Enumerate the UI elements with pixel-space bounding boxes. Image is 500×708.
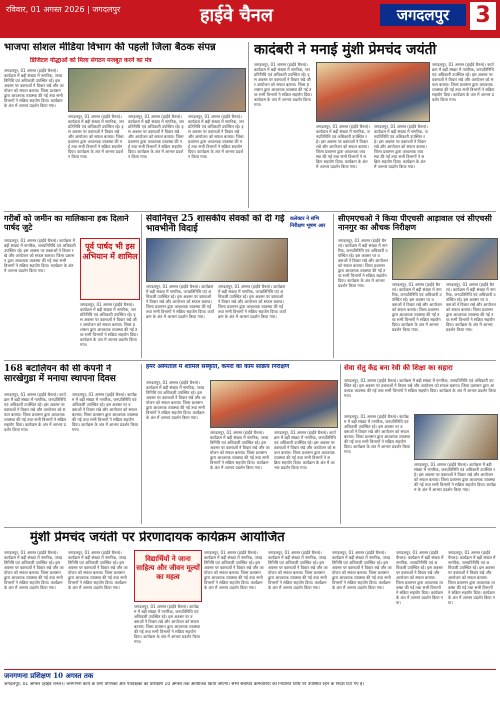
story-9-text-col-2: जगदलपुर, 01 अगस्त (हाईवे चैनल)। कार्यक्रम में बड़ी संख्या में नागरिक, जनप्रतिनिधि एवं अधिकारी उपस्थित रहे। इस अवसर पर वक्ताओं ने विचार रखे और आयोजन को सफल बताया। जिला प्रशासन द्वारा आवश्यक व्यवस्था की गई तथा सभी विभागों ने सक्रिय सहयोग दिया। कार्यक्रम के अंत में आभार प्रदर्शन किया गया।	[68, 550, 128, 590]
row-divider	[4, 527, 496, 528]
story-10-headline: जनगणना प्रशिक्षण 10 अगस्त तक	[4, 672, 94, 680]
story-3-box-title: पूर्व पार्षद भी इस अभियान में शामिल	[82, 242, 138, 262]
masthead	[0, 0, 500, 38]
story-1-photo	[68, 68, 246, 112]
story-9-text-col-4: जगदलपुर, 01 अगस्त (हाईवे चैनल)। कार्यक्रम में बड़ी संख्या में नागरिक, जनप्रतिनिधि एवं अधिकारी उपस्थित रहे। इस अवसर पर वक्ताओं ने विचार रखे और आयोजन को सफल बताया। जिला प्रशासन द्वारा आवश्यक व्यवस्था की गई तथा सभी विभागों ने सक्रिय सहयोग दिया। कार्यक्रम के अंत में आभार प्रदर्शन किया गया।	[204, 550, 264, 590]
story-1-headline: भाजपा सोशल मीडिया विभाग की पहली जिला बैठक संपन्न	[4, 42, 216, 53]
row-divider	[4, 211, 496, 212]
issue-date: रविवार, 01 अगस्त 2026 | जगदलपुर	[6, 5, 121, 14]
story-9-headline: मुंशी प्रेमचंद जयंती पर प्रेरणादायक कार्यक्रम आयोजित	[30, 531, 285, 545]
story-5-text-col-2: जगदलपुर, 01 अगस्त (हाईवे चैनल)। कार्यक्रम में बड़ी संख्या में नागरिक, जनप्रतिनिधि एवं अधिकारी उपस्थित रहे। इस अवसर पर वक्ताओं ने विचार रखे और आयोजन को सफल बताया। जिला प्रशासन द्वारा आवश्यक व्यवस्था की गई तथा सभी विभागों ने सक्रिय सहयोग दिया। कार्यक्रम के अंत में आभार प्रदर्शन किया गया।	[392, 282, 442, 332]
story-2-photo	[316, 62, 430, 122]
page-number: 3	[470, 2, 496, 30]
story-7-text-col-1: जगदलपुर, 01 अगस्त (हाईवे चैनल)। कार्यक्रम में बड़ी संख्या में नागरिक, जनप्रतिनिधि एवं अधिकारी उपस्थित रहे। इस अवसर पर वक्ताओं ने विचार रखे और आयोजन को सफल बताया। जिला प्रशासन द्वारा आवश्यक व्यवस्था की गई तथा सभी विभागों ने सक्रिय सहयोग दिया। कार्यक्रम के अंत में आभार प्रदर्शन किया गया।	[146, 380, 206, 420]
story-5-photo	[392, 238, 498, 280]
story-8-text-col-1: जगदलपुर, 01 अगस्त (हाईवे चैनल)। कार्यक्रम में बड़ी संख्या में नागरिक, जनप्रतिनिधि एवं अधिकारी उपस्थित रहे। इस अवसर पर वक्ताओं ने विचार रखे और आयोजन को सफल बताया। जिला प्रशासन द्वारा आवश्यक व्यवस्था की गई तथा सभी विभागों ने सक्रिय सहयोग दिया। कार्यक्रम के अंत में आभार प्रदर्शन किया गया।	[344, 414, 410, 454]
story-6-text-col-1: जगदलपुर, 01 अगस्त (हाईवे चैनल)। कार्यक्रम में बड़ी संख्या में नागरिक, जनप्रतिनिधि एवं अधिकारी उपस्थित रहे। इस अवसर पर वक्ताओं ने विचार रखे और आयोजन को सफल बताया। जिला प्रशासन द्वारा आवश्यक व्यवस्था की गई तथा सभी विभागों ने सक्रिय सहयोग दिया। कार्यक्रम के अंत में आभार प्रदर्शन किया गया।	[4, 392, 67, 432]
story-5-headline: सीएमएचओ ने किया पीएचसी आड़ावाल एवं सीएचसी नानगुर का औचक निरीक्षण	[338, 214, 492, 233]
story-9-text-col-6: जगदलपुर, 01 अगस्त (हाईवे चैनल)। कार्यक्रम में बड़ी संख्या में नागरिक, जनप्रतिनिधि एवं अधिकारी उपस्थित रहे। इस अवसर पर वक्ताओं ने विचार रखे और आयोजन को सफल बताया। जिला प्रशासन द्वारा आवश्यक व्यवस्था की गई तथा सभी विभागों ने सक्रिय सहयोग दिया। कार्यक्रम के अंत में आभार प्रदर्शन किया गया।	[332, 550, 392, 590]
story-4-headline: सेवानिवृत्त 25 शासकीय सेवकों को दी गई भावभीनी विदाई	[146, 214, 285, 235]
story-9-subhead: विद्यार्थियों ने जाना साहित्य और जीवन मूल्यों का महत्व	[136, 555, 200, 582]
story-3-text-col-1: जगदलपुर, 01 अगस्त (हाईवे चैनल)। कार्यक्रम में बड़ी संख्या में नागरिक, जनप्रतिनिधि एवं अधिकारी उपस्थित रहे। इस अवसर पर वक्ताओं ने विचार रखे और आयोजन को सफल बताया। जिला प्रशासन द्वारा आवश्यक व्यवस्था की गई तथा सभी विभागों ने सक्रिय सहयोग दिया। कार्यक्रम के अंत में आभार प्रदर्शन किया गया।	[4, 238, 76, 273]
story-6-headline: 168 बटालियन की सी कंपनी ने सारखेगुडा में मनाया स्थापना दिवस	[4, 364, 116, 385]
story-6-text-col-2: जगदलपुर, 01 अगस्त (हाईवे चैनल)। कार्यक्रम में बड़ी संख्या में नागरिक, जनप्रतिनिधि एवं अधिकारी उपस्थित रहे। इस अवसर पर वक्ताओं ने विचार रखे और आयोजन को सफल बताया। जिला प्रशासन द्वारा आवश्यक व्यवस्था की गई तथा सभी विभागों ने सक्रिय सहयोग दिया। कार्यक्रम के अंत में आभार प्रदर्शन किया गया।	[72, 392, 138, 432]
story-8-intro-text: जगदलपुर, 01 अगस्त (हाईवे चैनल)। कार्यक्रम में बड़ी संख्या में नागरिक, जनप्रतिनिधि एवं अधिकारी उपस्थित रहे। इस अवसर पर वक्ताओं ने विचार रखे और आयोजन को सफल बताया। जिला प्रशासन द्वारा आवश्यक व्यवस्था की गई तथा सभी विभागों ने सक्रिय सहयोग दिया। कार्यक्रम के अंत में आभार प्रदर्शन किया गया।	[344, 378, 496, 398]
story-2-text-col-4: जगदलपुर, 01 अगस्त (हाईवे चैनल)। कार्यक्रम में बड़ी संख्या में नागरिक, जनप्रतिनिधि एवं अधिकारी उपस्थित रहे। इस अवसर पर वक्ताओं ने विचार रखे और आयोजन को सफल बताया। जिला प्रशासन द्वारा आवश्यक व्यवस्था की गई तथा सभी विभागों ने सक्रिय सहयोग दिया। कार्यक्रम के अंत में आभार प्रदर्शन किया गया।	[432, 62, 495, 102]
story-7-photo	[210, 380, 338, 428]
story-9-text-col-5: जगदलपुर, 01 अगस्त (हाईवे चैनल)। कार्यक्रम में बड़ी संख्या में नागरिक, जनप्रतिनिधि एवं अधिकारी उपस्थित रहे। इस अवसर पर वक्ताओं ने विचार रखे और आयोजन को सफल बताया। जिला प्रशासन द्वारा आवश्यक व्यवस्था की गई तथा सभी विभागों ने सक्रिय सहयोग दिया। कार्यक्रम के अंत में आभार प्रदर्शन किया गया।	[268, 550, 328, 590]
story-1-text-col-2: जगदलपुर, 01 अगस्त (हाईवे चैनल)। कार्यक्रम में बड़ी संख्या में नागरिक, जनप्रतिनिधि एवं अधिकारी उपस्थित रहे। इस अवसर पर वक्ताओं ने विचार रखे और आयोजन को सफल बताया। जिला प्रशासन द्वारा आवश्यक व्यवस्था की गई तथा सभी विभागों ने सक्रिय सहयोग दिया। कार्यक्रम के अंत में आभार प्रदर्शन किया गया।	[68, 114, 124, 159]
story-4-photo	[146, 238, 288, 282]
story-8-text-col-2: जगदलपुर, 01 अगस्त (हाईवे चैनल)। कार्यक्रम में बड़ी संख्या में नागरिक, जनप्रतिनिधि एवं अधिकारी उपस्थित रहे। इस अवसर पर वक्ताओं ने विचार रखे और आयोजन को सफल बताया। जिला प्रशासन द्वारा आवश्यक व्यवस्था की गई तथा सभी विभागों ने सक्रिय सहयोग दिया। कार्यक्रम के अंत में आभार प्रदर्शन किया गया।	[414, 462, 496, 492]
column-divider	[333, 214, 334, 358]
story-10-text: जगदलपुर, 01 अगस्त (हाईवे चैनल)। जनगणना कार्य के लिए प्रगणकों और पर्यवेक्षकों का प्रशिक्षण 10 अगस्त तक आयोजित किया जाएगा। सभी संबंधित कर्मचारियों को निर्धारित तिथि पर उपस्थित रहने के निर्देश दिए गए हैं।	[4, 682, 365, 687]
story-9-text-col-7: जगदलपुर, 01 अगस्त (हाईवे चैनल)। कार्यक्रम में बड़ी संख्या में नागरिक, जनप्रतिनिधि एवं अधिकारी उपस्थित रहे। इस अवसर पर वक्ताओं ने विचार रखे और आयोजन को सफल बताया। जिला प्रशासन द्वारा आवश्यक व्यवस्था की गई तथा सभी विभागों ने सक्रिय सहयोग दिया। कार्यक्रम के अंत में आभार प्रदर्शन किया गया।	[396, 550, 444, 605]
story-9-quote-box	[134, 550, 202, 602]
story-3-headline: गरीबों को जमीन का मालिकाना हक दिलाने पार्षद जुटे	[4, 214, 129, 233]
story-2-text-col-2: जगदलपुर, 01 अगस्त (हाईवे चैनल)। कार्यक्रम में बड़ी संख्या में नागरिक, जनप्रतिनिधि एवं अधिकारी उपस्थित रहे। इस अवसर पर वक्ताओं ने विचार रखे और आयोजन को सफल बताया। जिला प्रशासन द्वारा आवश्यक व्यवस्था की गई तथा सभी विभागों ने सक्रिय सहयोग दिया। कार्यक्रम के अंत में आभार प्रदर्शन किया गया।	[316, 124, 370, 169]
story-2-text-col-3: जगदलपुर, 01 अगस्त (हाईवे चैनल)। कार्यक्रम में बड़ी संख्या में नागरिक, जनप्रतिनिधि एवं अधिकारी उपस्थित रहे। इस अवसर पर वक्ताओं ने विचार रखे और आयोजन को सफल बताया। जिला प्रशासन द्वारा आवश्यक व्यवस्था की गई तथा सभी विभागों ने सक्रिय सहयोग दिया। कार्यक्रम के अंत में आभार प्रदर्शन किया गया।	[374, 124, 428, 169]
newspaper-logo: हाईवे चैनल	[200, 5, 273, 26]
story-2-text-col-1: जगदलपुर, 01 अगस्त (हाईवे चैनल)। कार्यक्रम में बड़ी संख्या में नागरिक, जनप्रतिनिधि एवं अधिकारी उपस्थित रहे। इस अवसर पर वक्ताओं ने विचार रखे और आयोजन को सफल बताया। जिला प्रशासन द्वारा आवश्यक व्यवस्था की गई तथा सभी विभागों ने सक्रिय सहयोग दिया। कार्यक्रम के अंत में आभार प्रदर्शन किया गया।	[254, 62, 312, 107]
column-divider	[141, 214, 142, 358]
story-3-text-col-2: जगदलपुर, 01 अगस्त (हाईवे चैनल)। कार्यक्रम में बड़ी संख्या में नागरिक, जनप्रतिनिधि एवं अधिकारी उपस्थित रहे। इस अवसर पर वक्ताओं ने विचार रखे और आयोजन को सफल बताया। जिला प्रशासन द्वारा आवश्यक व्यवस्था की गई तथा सभी विभागों ने सक्रिय सहयोग दिया। कार्यक्रम के अंत में आभार प्रदर्शन किया गया।	[80, 302, 138, 347]
column-divider	[141, 364, 142, 524]
story-1-subhead: डिजिटल योद्धाओं को मिला संगठन मजबूत करने का मंत्र	[30, 57, 152, 64]
story-4-text-col-2: जगदलपुर, 01 अगस्त (हाईवे चैनल)। कार्यक्रम में बड़ी संख्या में नागरिक, जनप्रतिनिधि एवं अधिकारी उपस्थित रहे। इस अवसर पर वक्ताओं ने विचार रखे और आयोजन को सफल बताया। जिला प्रशासन द्वारा आवश्यक व्यवस्था की गई तथा सभी विभागों ने सक्रिय सहयोग दिया। कार्यक्रम के अंत में आभार प्रदर्शन किया गया।	[218, 284, 286, 319]
story-1-text-col-3: जगदलपुर, 01 अगस्त (हाईवे चैनल)। कार्यक्रम में बड़ी संख्या में नागरिक, जनप्रतिनिधि एवं अधिकारी उपस्थित रहे। इस अवसर पर वक्ताओं ने विचार रखे और आयोजन को सफल बताया। जिला प्रशासन द्वारा आवश्यक व्यवस्था की गई तथा सभी विभागों ने सक्रिय सहयोग दिया। कार्यक्रम के अंत में आभार प्रदर्शन किया गया।	[128, 114, 184, 159]
story-2-headline: कादंबरी ने मनाई मुंशी प्रेमचंद जयंती	[254, 42, 437, 58]
story-4-byline: कलेक्टर ने संभि निरीक्षण भूषण आर	[290, 216, 326, 229]
row-divider	[4, 360, 496, 361]
story-7-text-col-2: जगदलपुर, 01 अगस्त (हाईवे चैनल)। कार्यक्रम में बड़ी संख्या में नागरिक, जनप्रतिनिधि एवं अधिकारी उपस्थित रहे। इस अवसर पर वक्ताओं ने विचार रखे और आयोजन को सफल बताया। जिला प्रशासन द्वारा आवश्यक व्यवस्था की गई तथा सभी विभागों ने सक्रिय सहयोग दिया। कार्यक्रम के अंत में आभार प्रदर्शन किया गया।	[210, 430, 270, 470]
column-divider	[340, 364, 341, 524]
story-5-text-col-1: जगदलपुर, 01 अगस्त (हाईवे चैनल)। कार्यक्रम में बड़ी संख्या में नागरिक, जनप्रतिनिधि एवं अधिकारी उपस्थित रहे। इस अवसर पर वक्ताओं ने विचार रखे और आयोजन को सफल बताया। जिला प्रशासन द्वारा आवश्यक व्यवस्था की गई तथा सभी विभागों ने सक्रिय सहयोग दिया। कार्यक्रम के अंत में आभार प्रदर्शन किया गया।	[338, 238, 388, 288]
story-1-text-col-4: जगदलपुर, 01 अगस्त (हाईवे चैनल)। कार्यक्रम में बड़ी संख्या में नागरिक, जनप्रतिनिधि एवं अधिकारी उपस्थित रहे। इस अवसर पर वक्ताओं ने विचार रखे और आयोजन को सफल बताया। जिला प्रशासन द्वारा आवश्यक व्यवस्था की गई तथा सभी विभागों ने सक्रिय सहयोग दिया। कार्यक्रम के अंत में आभार प्रदर्शन किया गया।	[188, 114, 244, 159]
edition-city: जगदलपुर	[380, 4, 466, 26]
story-4-text-col-1: जगदलपुर, 01 अगस्त (हाईवे चैनल)। कार्यक्रम में बड़ी संख्या में नागरिक, जनप्रतिनिधि एवं अधिकारी उपस्थित रहे। इस अवसर पर वक्ताओं ने विचार रखे और आयोजन को सफल बताया। जिला प्रशासन द्वारा आवश्यक व्यवस्था की गई तथा सभी विभागों ने सक्रिय सहयोग दिया। कार्यक्रम के अंत में आभार प्रदर्शन किया गया।	[146, 284, 214, 319]
story-1-text-col-1: जगदलपुर, 01 अगस्त (हाईवे चैनल)। कार्यक्रम में बड़ी संख्या में नागरिक, जनप्रतिनिधि एवं अधिकारी उपस्थित रहे। इस अवसर पर वक्ताओं ने विचार रखे और आयोजन को सफल बताया। जिला प्रशासन द्वारा आवश्यक व्यवस्था की गई तथा सभी विभागों ने सक्रिय सहयोग दिया। कार्यक्रम के अंत में आभार प्रदर्शन किया गया।	[4, 68, 64, 108]
story-9-text-col-8: जगदलपुर, 01 अगस्त (हाईवे चैनल)। कार्यक्रम में बड़ी संख्या में नागरिक, जनप्रतिनिधि एवं अधिकारी उपस्थित रहे। इस अवसर पर वक्ताओं ने विचार रखे और आयोजन को सफल बताया। जिला प्रशासन द्वारा आवश्यक व्यवस्था की गई तथा सभी विभागों ने सक्रिय सहयोग दिया। कार्यक्रम के अंत में आभार प्रदर्शन किया गया।	[448, 550, 496, 605]
story-9-text-col-3: जगदलपुर, 01 अगस्त (हाईवे चैनल)। कार्यक्रम में बड़ी संख्या में नागरिक, जनप्रतिनिधि एवं अधिकारी उपस्थित रहे। इस अवसर पर वक्ताओं ने विचार रखे और आयोजन को सफल बताया। जिला प्रशासन द्वारा आवश्यक व्यवस्था की गई तथा सभी विभागों ने सक्रिय सहयोग दिया। कार्यक्रम के अंत में आभार प्रदर्शन किया गया।	[134, 604, 200, 644]
story-8-headline: सेवा सेतु केंद्र बना रेवी की शिक्षा का सहारा	[344, 364, 453, 372]
story-7-headline: हमर अस्पताल में शामिल संस्कृति, कमरों का काम सक्रिय निरीक्षण	[146, 364, 290, 370]
story-9-text-col-1: जगदलपुर, 01 अगस्त (हाईवे चैनल)। कार्यक्रम में बड़ी संख्या में नागरिक, जनप्रतिनिधि एवं अधिकारी उपस्थित रहे। इस अवसर पर वक्ताओं ने विचार रखे और आयोजन को सफल बताया। जिला प्रशासन द्वारा आवश्यक व्यवस्था की गई तथा सभी विभागों ने सक्रिय सहयोग दिया। कार्यक्रम के अंत में आभार प्रदर्शन किया गया।	[4, 550, 64, 590]
story-8-photo	[414, 414, 498, 460]
bottom-divider	[4, 669, 496, 670]
story-3-highlight-box	[80, 238, 140, 300]
story-5-text-col-3: जगदलपुर, 01 अगस्त (हाईवे चैनल)। कार्यक्रम में बड़ी संख्या में नागरिक, जनप्रतिनिधि एवं अधिकारी उपस्थित रहे। इस अवसर पर वक्ताओं ने विचार रखे और आयोजन को सफल बताया। जिला प्रशासन द्वारा आवश्यक व्यवस्था की गई तथा सभी विभागों ने सक्रिय सहयोग दिया। कार्यक्रम के अंत में आभार प्रदर्शन किया गया।	[446, 282, 496, 332]
story-7-text-col-3: जगदलपुर, 01 अगस्त (हाईवे चैनल)। कार्यक्रम में बड़ी संख्या में नागरिक, जनप्रतिनिधि एवं अधिकारी उपस्थित रहे। इस अवसर पर वक्ताओं ने विचार रखे और आयोजन को सफल बताया। जिला प्रशासन द्वारा आवश्यक व्यवस्था की गई तथा सभी विभागों ने सक्रिय सहयोग दिया। कार्यक्रम के अंत में आभार प्रदर्शन किया गया।	[274, 430, 336, 470]
column-divider	[248, 42, 249, 208]
